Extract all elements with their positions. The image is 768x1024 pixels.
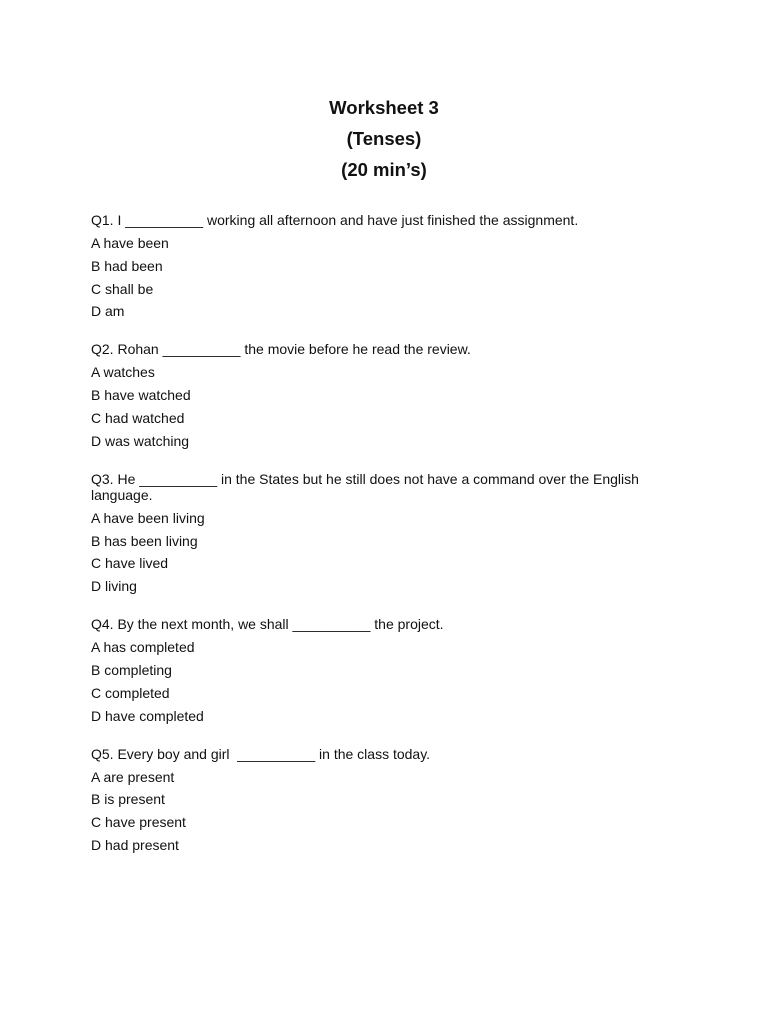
option-a: A have been living (91, 509, 205, 526)
option-a: A have been (91, 235, 169, 251)
question-text: Q2. Rohan __________ the movie before he read the review. (91, 341, 471, 358)
question-5 (91, 746, 651, 853)
worksheet-subtitle: (Tenses) (346, 128, 422, 149)
question-text: Q1. I __________ working all afternoon and have just finished the assignment. (91, 212, 579, 228)
worksheet-duration: (20 min’s) (341, 159, 427, 180)
option-a: A has completed (91, 639, 195, 656)
option-d: D was watching (91, 432, 190, 449)
question-4 (91, 616, 651, 723)
option-a: A are present (91, 768, 175, 785)
option-c: C shall be (91, 280, 154, 297)
worksheet-title: Worksheet 3 (329, 97, 439, 118)
option-d: D am (91, 303, 125, 320)
option-d: D have completed (91, 707, 204, 724)
option-c: C completed (91, 684, 170, 701)
option-d: D had present (91, 836, 179, 853)
option-b: B has been living (91, 532, 198, 549)
option-b: B have watched (91, 387, 191, 404)
option-b: B completing (91, 661, 172, 678)
option-d: D living (91, 578, 137, 595)
option-a: A watches (91, 364, 155, 381)
option-b: B is present (91, 791, 165, 808)
option-c: C have lived (91, 555, 169, 572)
option-b: B had been (91, 257, 163, 274)
option-c: C have present (91, 814, 186, 831)
question-2 (91, 341, 651, 448)
question-text: Q4. By the next month, we shall __________ the project. (91, 616, 444, 633)
question-1 (91, 212, 651, 319)
question-text: Q5. Every boy and girl __________ in the class today. (91, 745, 431, 762)
question-list (91, 212, 651, 875)
question-3 (91, 471, 651, 594)
title-block (0, 92, 768, 185)
question-text: Q3. He __________ in the States but he still does not have a command over the English language. (91, 470, 643, 503)
option-c: C had watched (91, 409, 185, 426)
